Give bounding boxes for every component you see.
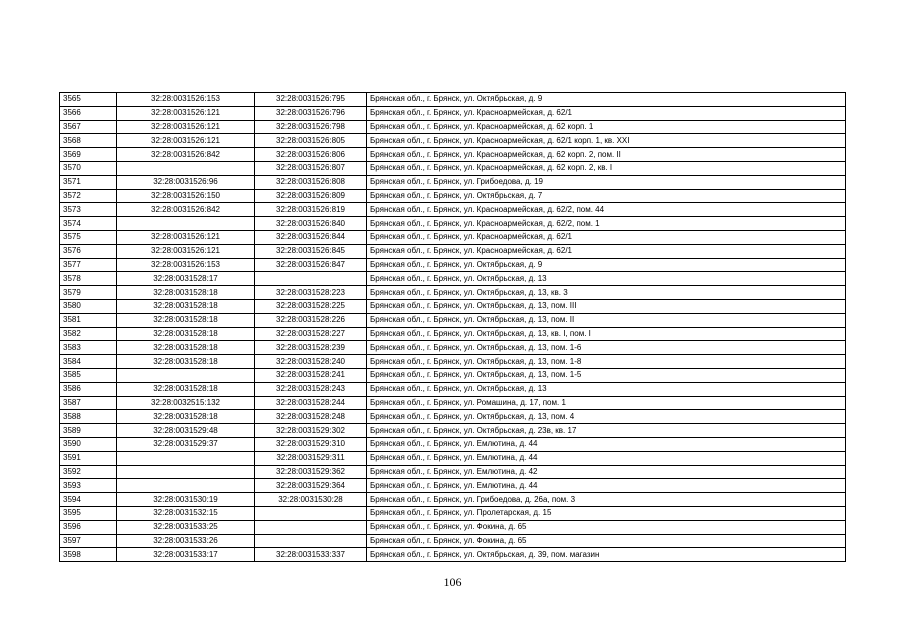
object-cadastral-number-cell: 32:28:0031528:223	[255, 286, 367, 300]
table-row	[60, 368, 846, 382]
table-row	[60, 437, 846, 451]
address-cell: Брянская обл., г. Брянск, ул. Октябрьская, д. 13, пом. 1-6	[367, 341, 846, 355]
address-cell: Брянская обл., г. Брянск, ул. Октябрьская, д. 23в, кв. 17	[367, 424, 846, 438]
parcel-cadastral-number-cell: 32:28:0031528:18	[117, 355, 255, 369]
parcel-cadastral-number-cell: 32:28:0031533:25	[117, 520, 255, 534]
object-cadastral-number-cell: 32:28:0031528:243	[255, 382, 367, 396]
object-cadastral-number-cell: 32:28:0031526:805	[255, 134, 367, 148]
object-cadastral-number-cell: 32:28:0031529:311	[255, 451, 367, 465]
table-row	[60, 148, 846, 162]
object-cadastral-number-cell: 32:28:0031528:239	[255, 341, 367, 355]
object-cadastral-number-cell: 32:28:0031529:364	[255, 479, 367, 493]
row-number-cell: 3580	[60, 299, 117, 313]
parcel-cadastral-number-cell: 32:28:0031533:26	[117, 534, 255, 548]
object-cadastral-number-cell: 32:28:0031526:808	[255, 175, 367, 189]
row-number-cell: 3592	[60, 465, 117, 479]
parcel-cadastral-number-cell	[117, 465, 255, 479]
address-cell: Брянская обл., г. Брянск, ул. Фокина, д. 65	[367, 534, 846, 548]
row-number-cell: 3587	[60, 396, 117, 410]
parcel-cadastral-number-cell: 32:28:0031526:121	[117, 230, 255, 244]
row-number-cell: 3570	[60, 161, 117, 175]
parcel-cadastral-number-cell: 32:28:0031526:153	[117, 258, 255, 272]
parcel-cadastral-number-cell: 32:28:0031526:121	[117, 244, 255, 258]
row-number-cell: 3586	[60, 382, 117, 396]
row-number-cell: 3568	[60, 134, 117, 148]
table-row	[60, 230, 846, 244]
address-cell: Брянская обл., г. Брянск, ул. Красноармейская, д. 62/2, пом. 1	[367, 217, 846, 231]
address-cell: Брянская обл., г. Брянск, ул. Емлютина, д. 44	[367, 479, 846, 493]
table-row	[60, 479, 846, 493]
address-cell: Брянская обл., г. Брянск, ул. Красноармейская, д. 62/2, пом. 44	[367, 203, 846, 217]
row-number-cell: 3597	[60, 534, 117, 548]
row-number-cell: 3575	[60, 230, 117, 244]
object-cadastral-number-cell: 32:28:0031528:248	[255, 410, 367, 424]
object-cadastral-number-cell: 32:28:0031529:310	[255, 437, 367, 451]
row-number-cell: 3581	[60, 313, 117, 327]
row-number-cell: 3590	[60, 437, 117, 451]
object-cadastral-number-cell: 32:28:0031526:844	[255, 230, 367, 244]
row-number-cell: 3593	[60, 479, 117, 493]
address-cell: Брянская обл., г. Брянск, ул. Октябрьская, д. 9	[367, 258, 846, 272]
address-cell: Брянская обл., г. Брянск, ул. Емлютина, д. 44	[367, 451, 846, 465]
parcel-cadastral-number-cell: 32:28:0031526:150	[117, 189, 255, 203]
parcel-cadastral-number-cell: 32:28:0031528:18	[117, 286, 255, 300]
parcel-cadastral-number-cell: 32:28:0031526:121	[117, 106, 255, 120]
parcel-cadastral-number-cell: 32:28:0031528:18	[117, 341, 255, 355]
row-number-cell: 3574	[60, 217, 117, 231]
address-cell: Брянская обл., г. Брянск, ул. Грибоедова, д. 26а, пом. 3	[367, 493, 846, 507]
table-row	[60, 548, 846, 562]
address-cell: Брянская обл., г. Брянск, ул. Октябрьская, д. 13	[367, 272, 846, 286]
parcel-cadastral-number-cell	[117, 217, 255, 231]
object-cadastral-number-cell	[255, 520, 367, 534]
object-cadastral-number-cell: 32:28:0031528:226	[255, 313, 367, 327]
table-row	[60, 520, 846, 534]
address-cell: Брянская обл., г. Брянск, ул. Октябрьская, д. 13, пом. 4	[367, 410, 846, 424]
object-cadastral-number-cell: 32:28:0031528:240	[255, 355, 367, 369]
table-row	[60, 299, 846, 313]
row-number-cell: 3571	[60, 175, 117, 189]
address-cell: Брянская обл., г. Брянск, ул. Красноармейская, д. 62/1	[367, 244, 846, 258]
object-cadastral-number-cell	[255, 506, 367, 520]
parcel-cadastral-number-cell: 32:28:0032515:132	[117, 396, 255, 410]
table-row	[60, 161, 846, 175]
object-cadastral-number-cell	[255, 272, 367, 286]
table-row	[60, 382, 846, 396]
parcel-cadastral-number-cell: 32:28:0031530:19	[117, 493, 255, 507]
row-number-cell: 3577	[60, 258, 117, 272]
object-cadastral-number-cell	[255, 534, 367, 548]
address-cell: Брянская обл., г. Брянск, ул. Емлютина, д. 42	[367, 465, 846, 479]
address-cell: Брянская обл., г. Брянск, ул. Емлютина, д. 44	[367, 437, 846, 451]
address-cell: Брянская обл., г. Брянск, ул. Грибоедова, д. 19	[367, 175, 846, 189]
address-cell: Брянская обл., г. Брянск, ул. Октябрьская, д. 13, кв. I, пом. I	[367, 327, 846, 341]
object-cadastral-number-cell: 32:28:0031528:225	[255, 299, 367, 313]
table-row	[60, 327, 846, 341]
table-row	[60, 493, 846, 507]
object-cadastral-number-cell: 32:28:0031528:227	[255, 327, 367, 341]
parcel-cadastral-number-cell: 32:28:0031528:18	[117, 327, 255, 341]
object-cadastral-number-cell: 32:28:0031529:362	[255, 465, 367, 479]
object-cadastral-number-cell: 32:28:0031529:302	[255, 424, 367, 438]
table-row	[60, 506, 846, 520]
parcel-cadastral-number-cell: 32:28:0031529:48	[117, 424, 255, 438]
table-row	[60, 410, 846, 424]
table-row	[60, 106, 846, 120]
parcel-cadastral-number-cell: 32:28:0031528:18	[117, 410, 255, 424]
cadastral-registry-table	[59, 92, 846, 562]
parcel-cadastral-number-cell: 32:28:0031526:842	[117, 148, 255, 162]
object-cadastral-number-cell: 32:28:0031526:847	[255, 258, 367, 272]
address-cell: Брянская обл., г. Брянск, ул. Красноармейская, д. 62 корп. 1	[367, 120, 846, 134]
table-row	[60, 272, 846, 286]
table-row	[60, 189, 846, 203]
address-cell: Брянская обл., г. Брянск, ул. Красноармейская, д. 62 корп. 2, пом. II	[367, 148, 846, 162]
parcel-cadastral-number-cell	[117, 479, 255, 493]
address-cell: Брянская обл., г. Брянск, ул. Октябрьская, д. 13, кв. 3	[367, 286, 846, 300]
address-cell: Брянская обл., г. Брянск, ул. Ромашина, д. 17, пом. 1	[367, 396, 846, 410]
object-cadastral-number-cell: 32:28:0031526:845	[255, 244, 367, 258]
parcel-cadastral-number-cell: 32:28:0031532:15	[117, 506, 255, 520]
object-cadastral-number-cell: 32:28:0031526:806	[255, 148, 367, 162]
address-cell: Брянская обл., г. Брянск, ул. Красноармейская, д. 62 корп. 2, кв. I	[367, 161, 846, 175]
parcel-cadastral-number-cell: 32:28:0031526:842	[117, 203, 255, 217]
row-number-cell: 3585	[60, 368, 117, 382]
address-cell: Брянская обл., г. Брянск, ул. Октябрьская, д. 13, пом. 1-5	[367, 368, 846, 382]
address-cell: Брянская обл., г. Брянск, ул. Октябрьская, д. 13, пом. II	[367, 313, 846, 327]
row-number-cell: 3584	[60, 355, 117, 369]
object-cadastral-number-cell: 32:28:0031526:819	[255, 203, 367, 217]
address-cell: Брянская обл., г. Брянск, ул. Красноармейская, д. 62/1	[367, 106, 846, 120]
row-number-cell: 3576	[60, 244, 117, 258]
address-cell: Брянская обл., г. Брянск, ул. Октябрьская, д. 13, пом. 1-8	[367, 355, 846, 369]
row-number-cell: 3594	[60, 493, 117, 507]
row-number-cell: 3567	[60, 120, 117, 134]
table-row	[60, 203, 846, 217]
parcel-cadastral-number-cell: 32:28:0031528:18	[117, 382, 255, 396]
table-row	[60, 175, 846, 189]
row-number-cell: 3578	[60, 272, 117, 286]
object-cadastral-number-cell: 32:28:0031526:840	[255, 217, 367, 231]
parcel-cadastral-number-cell: 32:28:0031529:37	[117, 437, 255, 451]
parcel-cadastral-number-cell: 32:28:0031526:153	[117, 93, 255, 107]
table-row	[60, 244, 846, 258]
address-cell: Брянская обл., г. Брянск, ул. Октябрьская, д. 7	[367, 189, 846, 203]
page-number: 106	[443, 575, 462, 589]
row-number-cell: 3573	[60, 203, 117, 217]
object-cadastral-number-cell: 32:28:0031526:807	[255, 161, 367, 175]
parcel-cadastral-number-cell: 32:28:0031526:121	[117, 134, 255, 148]
row-number-cell: 3598	[60, 548, 117, 562]
address-cell: Брянская обл., г. Брянск, ул. Красноармейская, д. 62/1	[367, 230, 846, 244]
table-row	[60, 465, 846, 479]
address-cell: Брянская обл., г. Брянск, ул. Пролетарская, д. 15	[367, 506, 846, 520]
parcel-cadastral-number-cell	[117, 161, 255, 175]
row-number-cell: 3566	[60, 106, 117, 120]
address-cell: Брянская обл., г. Брянск, ул. Октябрьская, д. 13	[367, 382, 846, 396]
address-cell: Брянская обл., г. Брянск, ул. Фокина, д. 65	[367, 520, 846, 534]
parcel-cadastral-number-cell: 32:28:0031528:17	[117, 272, 255, 286]
address-cell: Брянская обл., г. Брянск, ул. Октябрьская, д. 9	[367, 93, 846, 107]
row-number-cell: 3579	[60, 286, 117, 300]
table-row	[60, 534, 846, 548]
table-row	[60, 258, 846, 272]
row-number-cell: 3596	[60, 520, 117, 534]
row-number-cell: 3589	[60, 424, 117, 438]
row-number-cell: 3591	[60, 451, 117, 465]
object-cadastral-number-cell: 32:28:0031526:796	[255, 106, 367, 120]
table-row	[60, 396, 846, 410]
object-cadastral-number-cell: 32:28:0031526:809	[255, 189, 367, 203]
row-number-cell: 3588	[60, 410, 117, 424]
parcel-cadastral-number-cell: 32:28:0031533:17	[117, 548, 255, 562]
row-number-cell: 3582	[60, 327, 117, 341]
object-cadastral-number-cell: 32:28:0031533:337	[255, 548, 367, 562]
table-row	[60, 451, 846, 465]
table-row	[60, 355, 846, 369]
table-row	[60, 134, 846, 148]
object-cadastral-number-cell: 32:28:0031528:244	[255, 396, 367, 410]
row-number-cell: 3595	[60, 506, 117, 520]
address-cell: Брянская обл., г. Брянск, ул. Октябрьская, д. 39, пом. магазин	[367, 548, 846, 562]
table-row	[60, 424, 846, 438]
parcel-cadastral-number-cell: 32:28:0031528:18	[117, 313, 255, 327]
row-number-cell: 3565	[60, 93, 117, 107]
table-row	[60, 341, 846, 355]
table-body	[60, 93, 846, 562]
table-row	[60, 217, 846, 231]
parcel-cadastral-number-cell	[117, 368, 255, 382]
table-row	[60, 120, 846, 134]
object-cadastral-number-cell: 32:28:0031526:795	[255, 93, 367, 107]
row-number-cell: 3572	[60, 189, 117, 203]
parcel-cadastral-number-cell: 32:28:0031526:96	[117, 175, 255, 189]
object-cadastral-number-cell: 32:28:0031526:798	[255, 120, 367, 134]
table-row	[60, 93, 846, 107]
parcel-cadastral-number-cell: 32:28:0031528:18	[117, 299, 255, 313]
address-cell: Брянская обл., г. Брянск, ул. Красноармейская, д. 62/1 корп. 1, кв. XXI	[367, 134, 846, 148]
table-row	[60, 313, 846, 327]
table-row	[60, 286, 846, 300]
row-number-cell: 3583	[60, 341, 117, 355]
object-cadastral-number-cell: 32:28:0031528:241	[255, 368, 367, 382]
object-cadastral-number-cell: 32:28:0031530:28	[255, 493, 367, 507]
parcel-cadastral-number-cell: 32:28:0031526:121	[117, 120, 255, 134]
row-number-cell: 3569	[60, 148, 117, 162]
parcel-cadastral-number-cell	[117, 451, 255, 465]
address-cell: Брянская обл., г. Брянск, ул. Октябрьская, д. 13, пом. III	[367, 299, 846, 313]
